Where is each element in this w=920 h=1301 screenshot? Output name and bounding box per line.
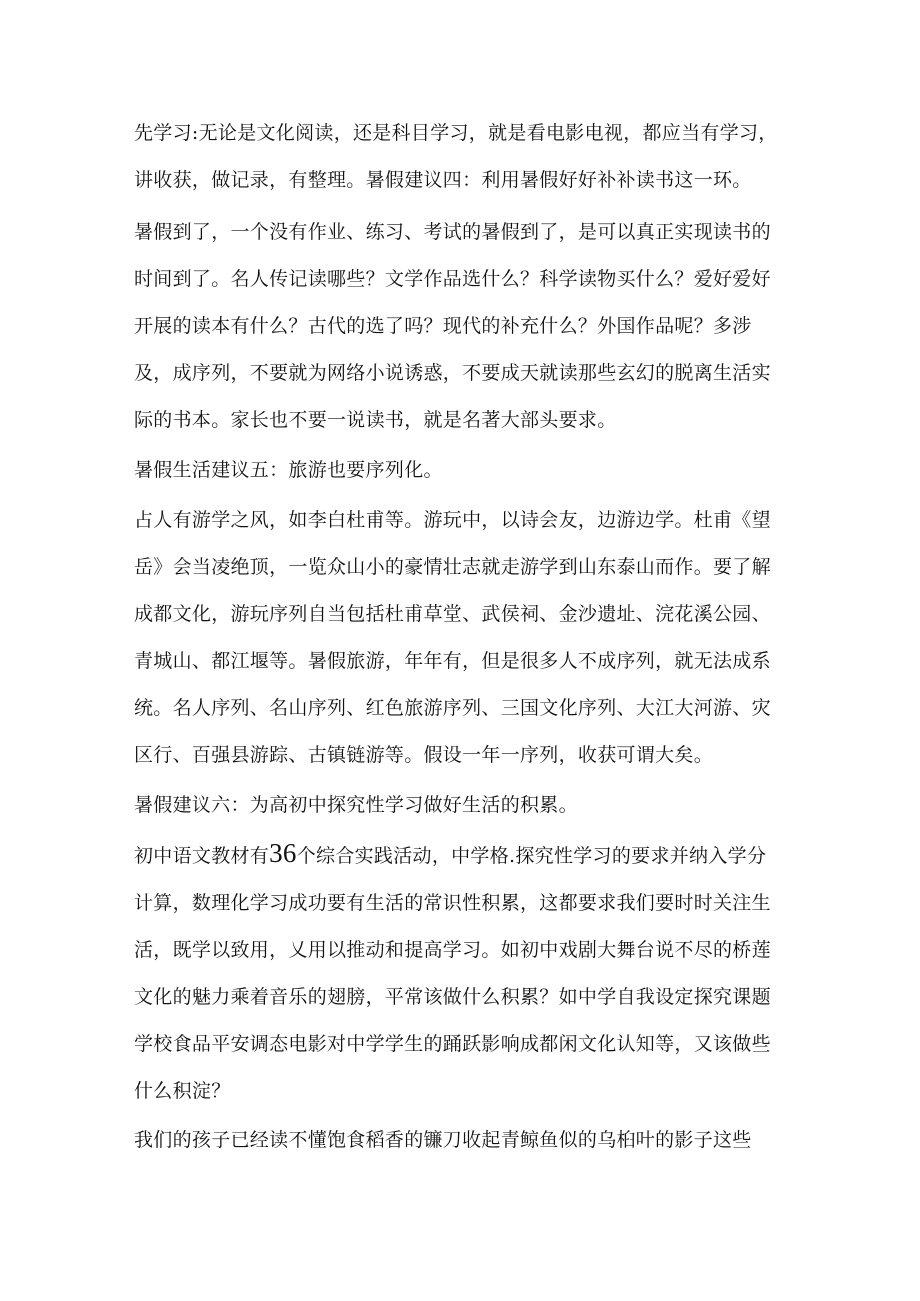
text-line-22: 我们的孩子已经读不懂饱食稻香的镰刀收起青鲸鱼似的乌桕叶的影子这些	[134, 1129, 752, 1151]
text-line-16-end: 个综合实践活动，中学格.探究性学习的要求并纳入学分	[296, 845, 767, 867]
text-line-21: 什么积淀？	[134, 1080, 231, 1102]
text-line-19: 文化的魅力乘着音乐的翅膀，平常该做什么积累？如中学自我设定探究课题	[134, 986, 771, 1008]
text-line-20: 学校食品平安调态电影对中学学生的踊跃影响成都闲文化认知等，又该做些	[134, 1033, 771, 1055]
activity-count-number: 36	[269, 838, 297, 868]
text-line-16-start: 初中语文教材有	[134, 845, 270, 867]
text-line-18: 活，既学以致用，乂用以推动和提高学习。如初中戏剧大舞台说不尽的桥莲	[134, 939, 771, 961]
text-line-3: 暑假到了，一个没有作业、练习、考试的暑假到了，是可以真正实现读书的	[134, 221, 771, 243]
text-line-8: 暑假生活建议五：旅游也要序列化。	[134, 459, 443, 481]
text-line-5: 开展的读本有什么？古代的选了吗？现代的补充什么？外国作品呢？多涉	[134, 315, 752, 337]
text-line-11: 成都文化，游玩序列自当包括杜甫草堂、武侯祠、金沙遗址、浣花溪公园、	[134, 603, 771, 625]
text-line-15: 暑假建议六：为高初中探究性学习做好生活的积累。	[134, 794, 578, 816]
text-line-12: 青城山、都江堰等。暑假旅游，年年有，但是很多人不成序列，就无法成系	[134, 650, 771, 672]
text-line-9: 占人有游学之风，如李白杜甫等。游玩中，以诗会友，边游边学。杜甫《望	[134, 509, 771, 531]
text-line-14: 区行、百强县游踪、古镇链游等。假设一年一序列，收获可谓大矣。	[134, 744, 714, 766]
text-line-2: 讲收获，做记录，有整理。暑假建议四：利用暑假好好补补读书这一环。	[134, 169, 752, 191]
text-line-4: 时间到了。名人传记读哪些？文学作品选什么？科学读物买什么？爱好爱好	[134, 268, 771, 290]
text-line-16	[134, 836, 766, 876]
text-line-7: 际的书本。家长也不要一说读书，就是名著大部头要求。	[134, 409, 617, 431]
text-line-13: 统。名人序列、名山序列、红色旅游序列、三国文化序列、大江大河游、灾	[134, 697, 771, 719]
text-line-6: 及，成序列，不要就为网络小说诱惑，不要成天就读那些玄幻的脱离生活实	[134, 362, 771, 384]
text-line-17: 计算，数理化学习成功要有生活的常识性积累，这都要求我们要时时关注生	[134, 892, 771, 914]
text-line-1: 先学习:无论是文化阅读，还是科目学习，就是看电影电视，都应当有学习，	[134, 122, 778, 144]
text-line-10: 岳》会当凌绝顶，一览众山小的豪情壮志就走游学到山东泰山而作。要了解	[134, 556, 771, 578]
